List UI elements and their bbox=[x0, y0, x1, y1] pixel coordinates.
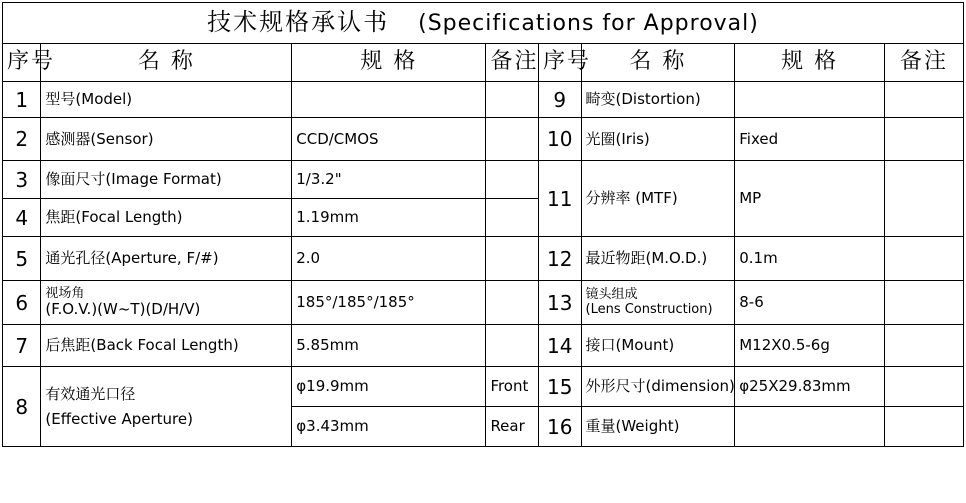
header-no-2: 序号 bbox=[539, 44, 581, 82]
row-no: 5 bbox=[3, 237, 41, 281]
row-name-line1: 有效通光口径 bbox=[45, 385, 136, 403]
title-chinese: 技术规格承认书 bbox=[207, 8, 390, 37]
row-name-2: 分辨率 (MTF) bbox=[581, 161, 735, 237]
row-note bbox=[486, 118, 539, 161]
row-note bbox=[486, 325, 539, 367]
row-name-2-line1: 镜头组成 bbox=[585, 287, 638, 303]
header-no: 序号 bbox=[3, 44, 41, 82]
row-spec-2: φ25X29.83mm bbox=[735, 367, 885, 407]
row-no-2: 9 bbox=[539, 82, 581, 118]
row-name-line2: (F.O.V.)(W~T)(D/H/V) bbox=[45, 300, 201, 319]
table-row bbox=[3, 281, 964, 325]
header-name-2: 名 称 bbox=[581, 44, 735, 82]
row-no-2: 15 bbox=[539, 367, 581, 407]
row-name: 焦距(Focal Length) bbox=[41, 199, 292, 237]
row-spec: 1.19mm bbox=[292, 199, 486, 237]
row-no: 2 bbox=[3, 118, 41, 161]
row-no-2: 16 bbox=[539, 407, 581, 447]
row-name-line1: 视场角 bbox=[45, 286, 85, 302]
header-name: 名 称 bbox=[41, 44, 292, 82]
row-spec-2 bbox=[735, 407, 885, 447]
row-name-2: 光圈(Iris) bbox=[581, 118, 735, 161]
row-note-2 bbox=[884, 237, 963, 281]
row-spec: 185°/185°/185° bbox=[292, 281, 486, 325]
row-note-2 bbox=[884, 367, 963, 407]
row-no: 6 bbox=[3, 281, 41, 325]
row-spec: 5.85mm bbox=[292, 325, 486, 367]
row-name bbox=[41, 281, 292, 325]
row-note-2 bbox=[884, 82, 963, 118]
row-spec bbox=[292, 82, 486, 118]
row-no: 1 bbox=[3, 82, 41, 118]
row-note bbox=[486, 161, 539, 199]
row-note-2 bbox=[884, 161, 963, 237]
row-spec-2: Fixed bbox=[735, 118, 885, 161]
row-name-2: 畸变(Distortion) bbox=[581, 82, 735, 118]
row-note bbox=[486, 237, 539, 281]
row-note: Front bbox=[486, 367, 539, 407]
row-name-2: 外形尺寸(dimension) bbox=[581, 367, 735, 407]
row-name bbox=[41, 367, 292, 447]
row-spec-2 bbox=[735, 82, 885, 118]
row-note: Rear bbox=[486, 407, 539, 447]
row-no-2: 13 bbox=[539, 281, 581, 325]
header-note: 备注 bbox=[486, 44, 539, 82]
header-note-2: 备注 bbox=[884, 44, 963, 82]
spec-table bbox=[2, 2, 964, 447]
table-row bbox=[3, 118, 964, 161]
row-name: 后焦距(Back Focal Length) bbox=[41, 325, 292, 367]
table-row bbox=[3, 367, 964, 407]
row-spec-2: MP bbox=[735, 161, 885, 237]
row-no: 3 bbox=[3, 161, 41, 199]
table-row bbox=[3, 325, 964, 367]
row-no: 8 bbox=[3, 367, 41, 447]
row-no-2: 14 bbox=[539, 325, 581, 367]
row-note bbox=[486, 199, 539, 237]
row-note-2 bbox=[884, 407, 963, 447]
table-row bbox=[3, 161, 964, 199]
row-spec-2: 8-6 bbox=[735, 281, 885, 325]
row-spec: CCD/CMOS bbox=[292, 118, 486, 161]
header-spec: 规 格 bbox=[292, 44, 486, 82]
row-note-2 bbox=[884, 118, 963, 161]
row-name-2: 接口(Mount) bbox=[581, 325, 735, 367]
row-no-2: 11 bbox=[539, 161, 581, 237]
row-spec-2: M12X0.5-6g bbox=[735, 325, 885, 367]
row-no: 4 bbox=[3, 199, 41, 237]
table-row bbox=[3, 237, 964, 281]
row-note-2 bbox=[884, 281, 963, 325]
table-row bbox=[3, 82, 964, 118]
row-name-2: 最近物距(M.O.D.) bbox=[581, 237, 735, 281]
row-name: 感测器(Sensor) bbox=[41, 118, 292, 161]
row-spec: φ3.43mm bbox=[292, 407, 486, 447]
row-spec: 1/3.2" bbox=[292, 161, 486, 199]
row-spec: φ19.9mm bbox=[292, 367, 486, 407]
row-note-2 bbox=[884, 325, 963, 367]
title-english: (Specifications for Approval) bbox=[418, 11, 759, 37]
row-name-line2: (Effective Aperture) bbox=[45, 409, 193, 428]
row-name-2: 重量(Weight) bbox=[581, 407, 735, 447]
row-name: 像面尺寸(Image Format) bbox=[41, 161, 292, 199]
row-name-2 bbox=[581, 281, 735, 325]
row-no-2: 10 bbox=[539, 118, 581, 161]
row-spec: 2.0 bbox=[292, 237, 486, 281]
row-no-2: 12 bbox=[539, 237, 581, 281]
row-note bbox=[486, 281, 539, 325]
document-title bbox=[3, 3, 964, 44]
header-spec-2: 规 格 bbox=[735, 44, 885, 82]
row-note bbox=[486, 82, 539, 118]
row-name-2-line2: (Lens Construction) bbox=[585, 301, 713, 317]
row-no: 7 bbox=[3, 325, 41, 367]
row-spec-2: 0.1m bbox=[735, 237, 885, 281]
row-name: 型号(Model) bbox=[41, 82, 292, 118]
row-name: 通光孔径(Aperture, F/#) bbox=[41, 237, 292, 281]
